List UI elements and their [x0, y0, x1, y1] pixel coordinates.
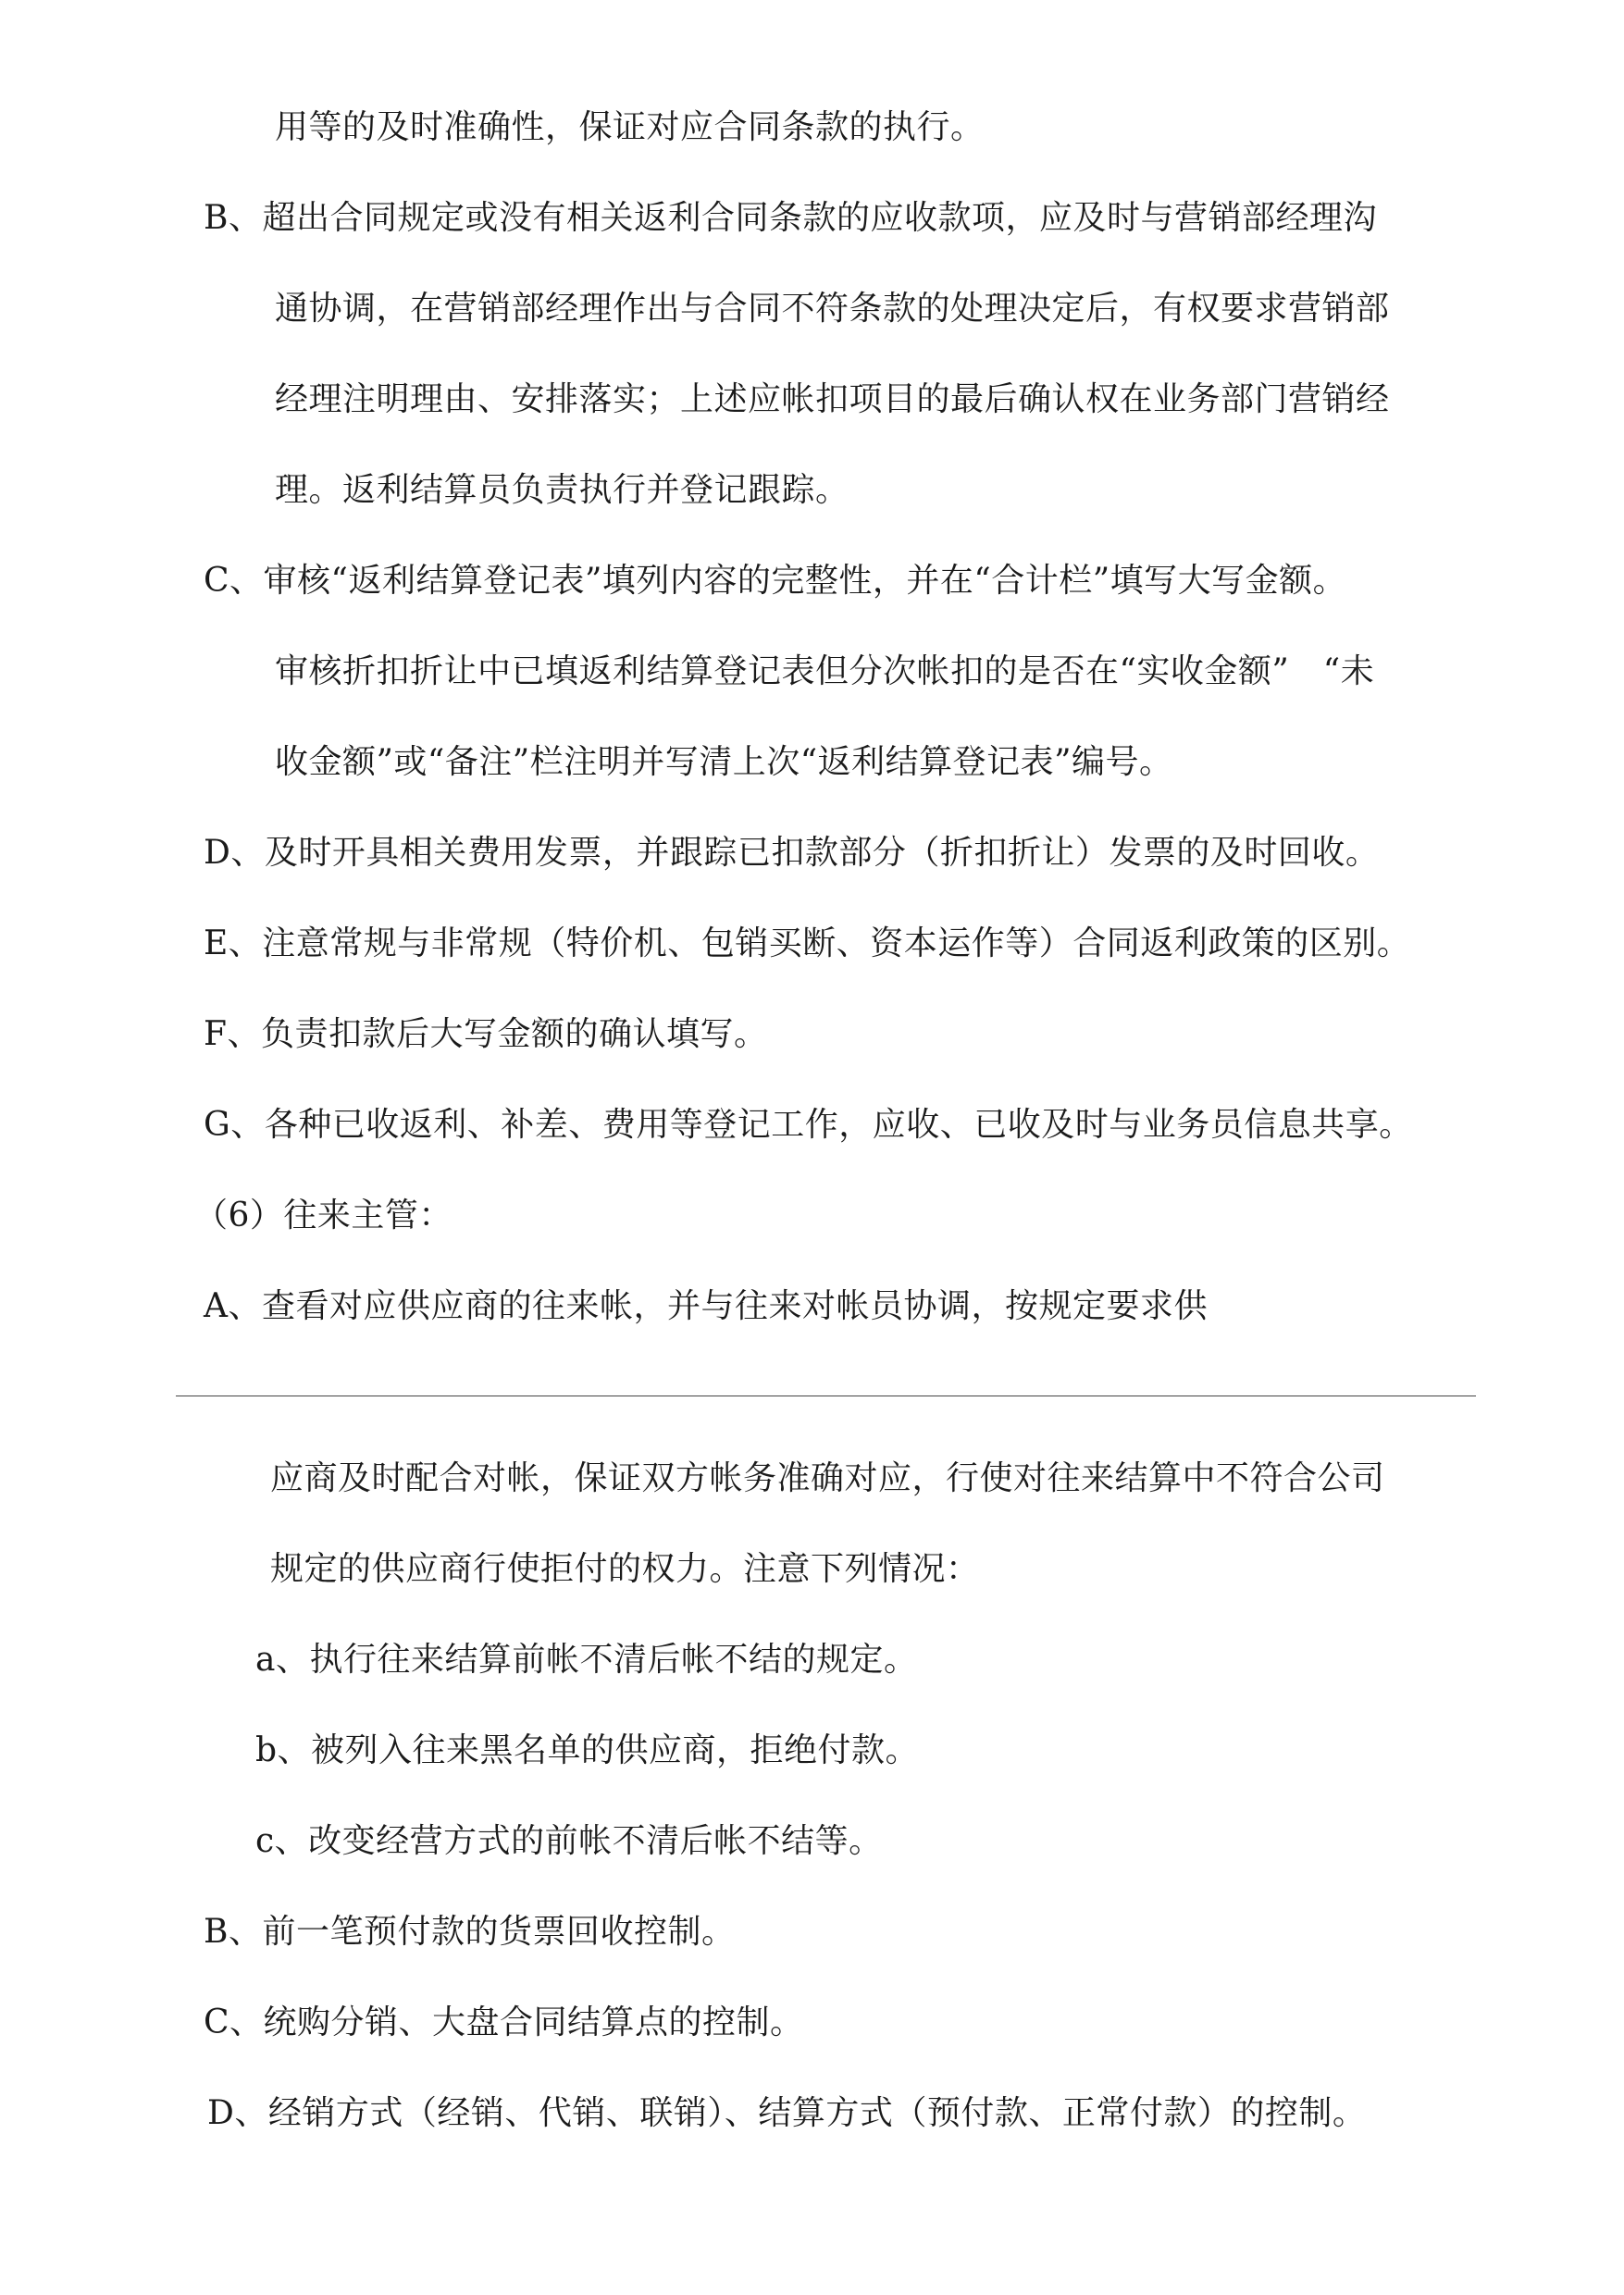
- item-c: C、审核“返利结算登记表”填列内容的完整性，并在“合计栏”填写大写金额。: [204, 562, 1347, 600]
- text-line: 经理注明理由、安排落实；上述应帐扣项目的最后确认权在业务部门营销经: [275, 380, 1390, 418]
- item-b: B、超出合同规定或没有相关返利合同条款的应收款项，应及时与营销部经理沟: [204, 199, 1377, 237]
- item-a: A、查看对应供应商的往来帐，并与往来对帐员协调，按规定要求供: [204, 1287, 1208, 1325]
- sub-item-c: c、改变经营方式的前帐不清后帐不结等。: [255, 1822, 883, 1860]
- text-line: 收金额”或“备注”栏注明并写清上次“返利结算登记表”编号。: [275, 743, 1173, 781]
- sub-item-b: b、被列入往来黑名单的供应商，拒绝付款。: [255, 1731, 920, 1769]
- item-c: C、统购分销、大盘合同结算点的控制。: [204, 2003, 804, 2041]
- text-line: 用等的及时准确性，保证对应合同条款的执行。: [275, 108, 985, 146]
- text-line: 理。返利结算员负责执行并登记跟踪。: [275, 471, 849, 509]
- item-g: G、各种已收返利、补差、费用等登记工作，应收、已收及时与业务员信息共享。: [204, 1106, 1413, 1144]
- item-d: D、及时开具相关费用发票，并跟踪已扣款部分（折扣折让）发票的及时回收。: [204, 834, 1380, 872]
- section-heading: （6）往来主管：: [194, 1197, 452, 1234]
- text-line: 通协调，在营销部经理作出与合同不符条款的处理决定后，有权要求营销部: [275, 290, 1390, 328]
- sub-item-a: a、执行往来结算前帐不清后帐不结的规定。: [255, 1641, 918, 1679]
- item-d: D、经销方式（经销、代销、联销）、结算方式（预付款、正常付款）的控制。: [207, 2094, 1367, 2132]
- text-line: 审核折扣折让中已填返利结算登记表但分次帐扣的是否在“实收金额” “未: [275, 652, 1375, 690]
- item-b: B、前一笔预付款的货票回收控制。: [204, 1913, 736, 1951]
- item-e: E、注意常规与非常规（特价机、包销买断、资本运作等）合同返利政策的区别。: [204, 924, 1411, 962]
- text-line: 规定的供应商行使拒付的权力。注意下列情况：: [270, 1550, 980, 1588]
- item-f: F、负责扣款后大写金额的确认填写。: [204, 1015, 768, 1053]
- text-line: 应商及时配合对帐，保证双方帐务准确对应，行使对往来结算中不符合公司: [270, 1459, 1385, 1497]
